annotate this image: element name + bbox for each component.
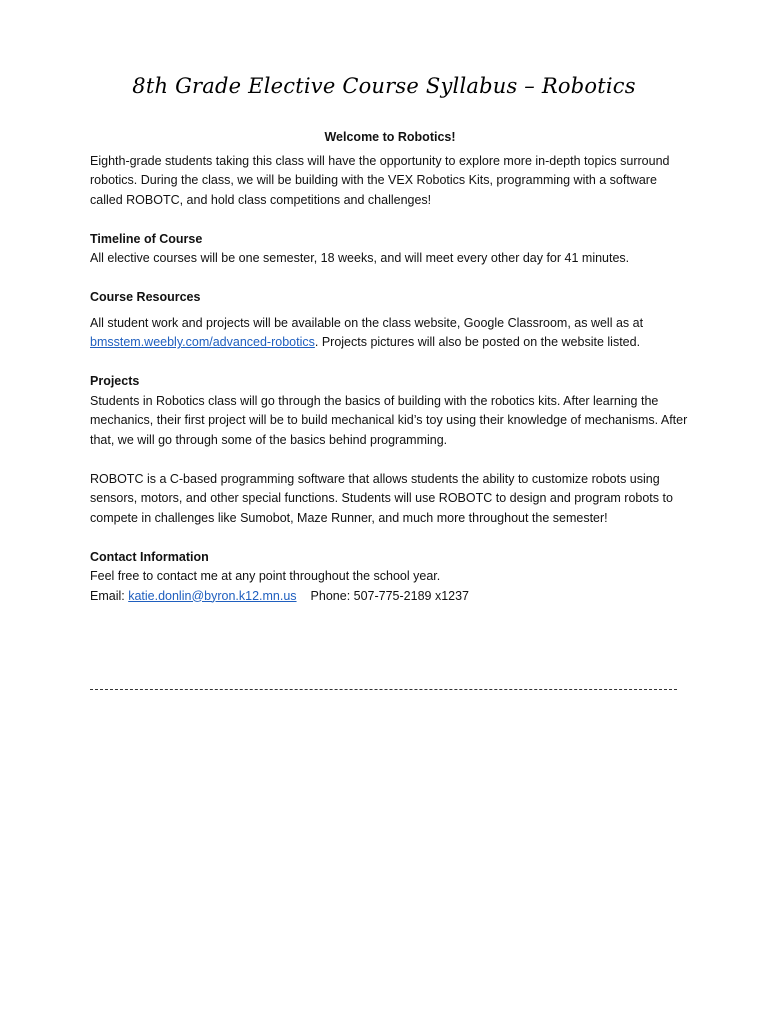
email-link[interactable]: katie.donlin@byron.k12.mn.us [128,588,297,603]
resources-text [90,314,690,353]
spacer [90,450,690,470]
spacer [90,210,690,230]
projects-paragraph-1: Students in Robotics class will go through the basics of building with the robotics kits. After learning the mechanics, their first project will be to build mechanical kid’s toy using their knowledge of mechanisms. After that, we will go through some of the basics behind programming. [90,393,688,447]
welcome-heading: Welcome to Robotics! [324,130,456,144]
resources-heading: Course Resources [90,290,201,304]
class-website-link[interactable]: bmsstem.weebly.com/advanced-robotics [90,335,315,349]
intro-paragraph: Eighth-grade students taking this class will have the opportunity to explore more in-depth topics surround robotics. During the class, we will be building with the VEX Robotics Kits, programming with a software called ROBOTC, and hold class competitions and challenges! [90,153,670,207]
dashed-divider [90,689,677,690]
spacer [90,528,690,548]
email-label: Email: [90,588,129,603]
timeline-heading: Timeline of Course [90,231,203,246]
page-title: 8th Grade Elective Course Syllabus – Robotics [132,74,636,98]
spacer [90,269,690,289]
contact-heading: Contact Information [90,549,209,564]
projects-paragraph-2: ROBOTC is a C-based programming software that allows students the ability to customize robots using sensors, motors, and other special functions. Students will use ROBOTC to design and program robots to compete in challenges like Sumobot, Maze Runner, and much more throughout the semester! [90,471,673,525]
projects-heading: Projects [90,374,140,388]
spacer [90,353,690,373]
resources-text-after-link: . Projects pictures will also be posted on the website listed. [314,335,641,349]
contact-text: Feel free to contact me at any point throughout the school year. [90,569,441,583]
phone-number: Phone: 507-775-2189 x1237 [310,588,470,603]
resources-text-before-link: All student work and projects will be available on the class website, Google Classroom, as well as at [90,315,644,330]
timeline-text: All elective courses will be one semester, 18 weeks, and will meet every other day for 41 minutes. [90,251,630,265]
contact-line [90,587,690,607]
syllabus-body [90,128,690,606]
